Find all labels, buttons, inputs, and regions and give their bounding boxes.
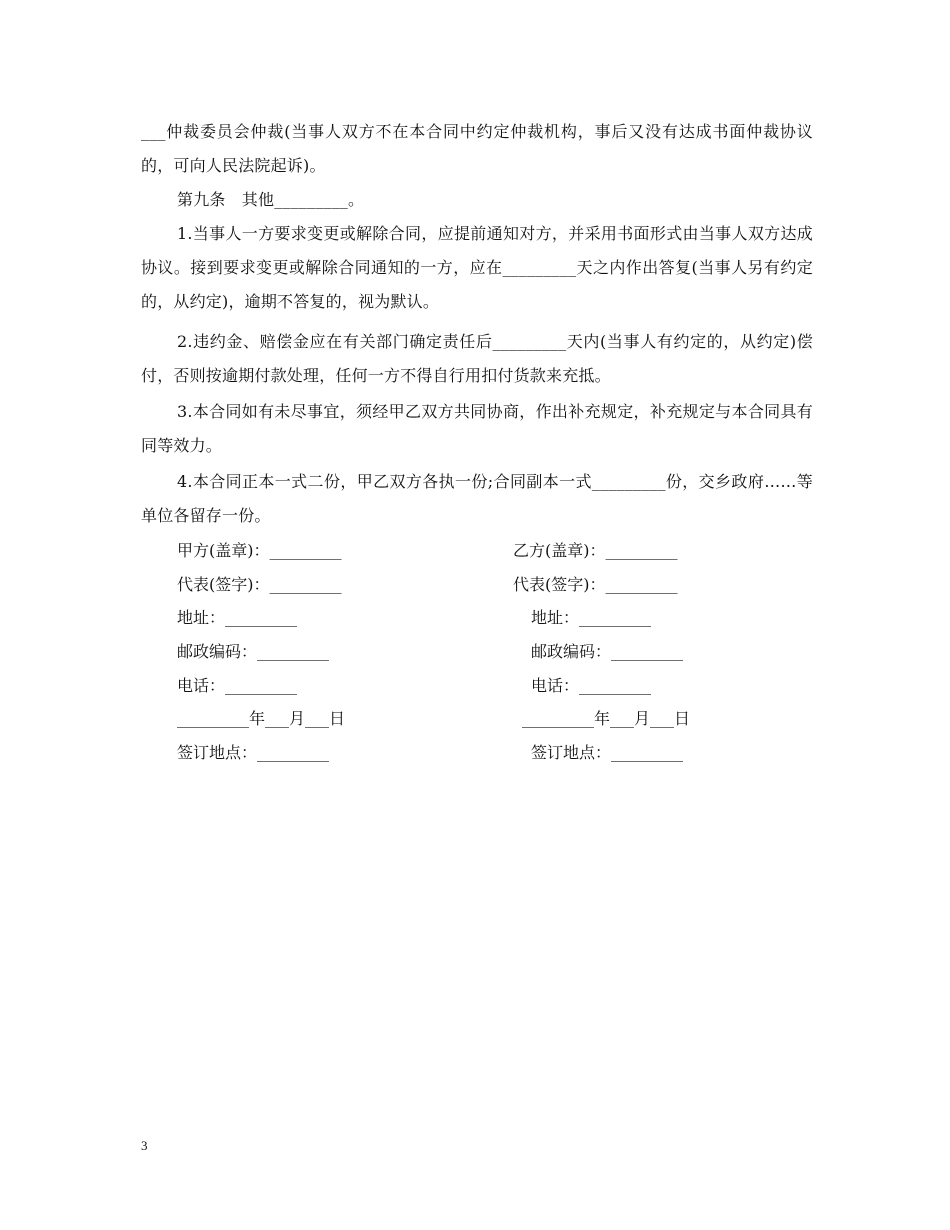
clause-2-paragraph: 2.违约金、赔偿金应在有关部门确定责任后_________天内(当事人有约定的，从约定)偿付，否则按逾期付款处理，任何一方不得自行用扣付货款来充抵。	[141, 332, 813, 385]
page-number: 3	[141, 1138, 148, 1153]
article-nine-heading: 第九条 其他_________。	[177, 190, 365, 209]
party-a-date-line: _________年___月___日	[177, 709, 346, 728]
party-b-postcode-line: 邮政编码：_________	[531, 642, 684, 661]
party-b-phone-line: 电话：_________	[531, 676, 652, 695]
party-a-postcode-line: 邮政编码：_________	[177, 642, 330, 661]
party-b-address-line: 地址：_________	[531, 608, 652, 627]
party-b-representative-line: 代表(签字)：_________	[513, 575, 678, 594]
party-b-date-line: _________年___月___日	[522, 709, 691, 728]
party-b-place-line: 签订地点：_________	[531, 743, 684, 762]
clause-3-paragraph: 3.本合同如有未尽事宜，须经甲乙双方共同协商，作出补充规定，补充规定与本合同具有同等效力。	[141, 402, 813, 455]
clause-1-paragraph: 1.当事人一方要求变更或解除合同，应提前通知对方，并采用书面形式由当事人双方达成协议。接到要求变更或解除合同通知的一方，应在_________天之内作出答复(当事人另有约定的，从约定)，逾期不答复的，视为默认。	[141, 224, 813, 311]
party-a-place-line: 签订地点：_________	[177, 743, 330, 762]
party-a-seal-line: 甲方(盖章)：_________	[177, 541, 342, 560]
party-a-address-line: 地址：_________	[177, 608, 298, 627]
arbitration-clause-paragraph: ___仲裁委员会仲裁(当事人双方不在本合同中约定仲裁机构，事后又没有达成书面仲裁协议的，可向人民法院起诉)。	[141, 122, 813, 175]
party-b-seal-line: 乙方(盖章)：_________	[513, 541, 678, 560]
party-a-representative-line: 代表(签字)：_________	[177, 575, 342, 594]
clause-4-paragraph: 4.本合同正本一式二份，甲乙双方各执一份;合同副本一式_________份，交乡政府……等单位各留存一份。	[141, 472, 813, 525]
party-a-phone-line: 电话：_________	[177, 676, 298, 695]
